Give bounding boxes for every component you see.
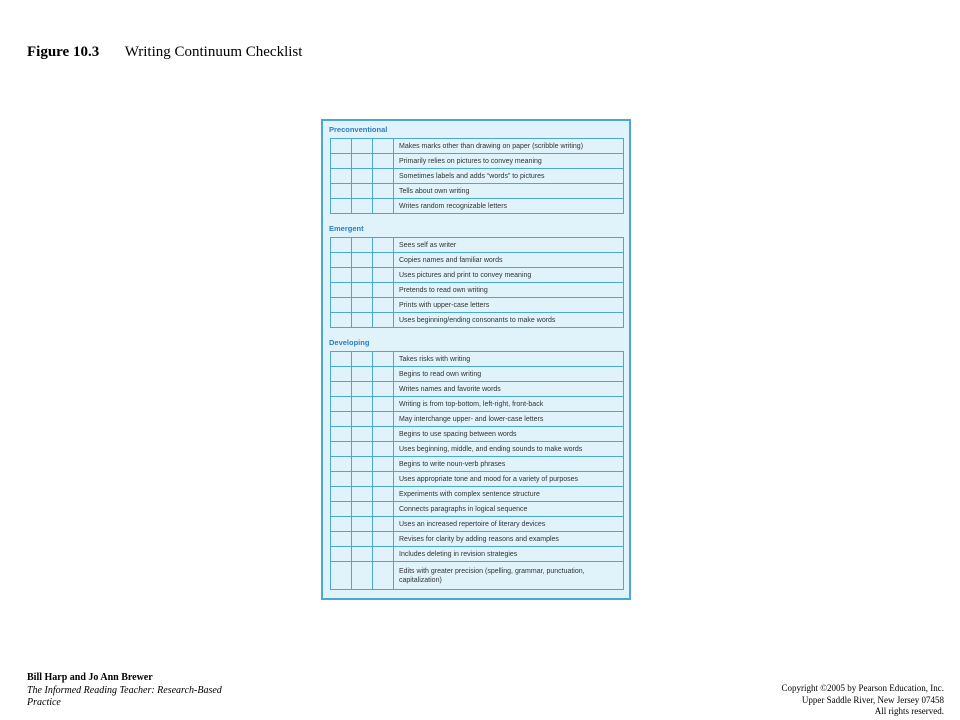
checklist-item: Experiments with complex sentence structure: [394, 487, 624, 502]
copyright-line: Upper Saddle River, New Jersey 07458: [801, 694, 944, 705]
figure-label: Figure 10.3: [27, 44, 100, 60]
checklist-item: Sees self as writer: [394, 238, 624, 253]
checklist-row: [331, 253, 624, 268]
check-box[interactable]: [373, 313, 394, 328]
checklist-item: Writing is from top-bottom, left-right, front-back: [394, 397, 624, 412]
checklist-row: [331, 139, 624, 154]
check-box[interactable]: [331, 139, 352, 154]
check-box[interactable]: [373, 457, 394, 472]
checklist-item: Uses appropriate tone and mood for a variety of purposes: [394, 472, 624, 487]
checklist-sheet: [321, 119, 631, 600]
check-box[interactable]: [331, 184, 352, 199]
figure-title: [27, 44, 302, 61]
check-box[interactable]: [331, 268, 352, 283]
checklist-row: [331, 442, 624, 457]
check-box[interactable]: [352, 268, 373, 283]
check-box[interactable]: [331, 283, 352, 298]
check-box[interactable]: [352, 502, 373, 517]
checklist-item: Writes random recognizable letters: [394, 199, 624, 214]
checklist-item: Begins to use spacing between words: [394, 427, 624, 442]
check-box[interactable]: [373, 268, 394, 283]
section-table-emergent: [330, 237, 624, 328]
check-box[interactable]: [352, 352, 373, 367]
check-box[interactable]: [352, 382, 373, 397]
check-box[interactable]: [352, 532, 373, 547]
copyright-notice: [781, 683, 944, 718]
checklist-row: [331, 457, 624, 472]
check-box[interactable]: [352, 199, 373, 214]
check-box[interactable]: [352, 367, 373, 382]
section-heading-emergent: Emergent: [329, 224, 364, 233]
section-heading-developing: Developing: [329, 338, 370, 347]
checklist-row: [331, 184, 624, 199]
checklist-item: Connects paragraphs in logical sequence: [394, 502, 624, 517]
check-box[interactable]: [373, 562, 394, 590]
checklist-row: [331, 487, 624, 502]
checklist-row: [331, 313, 624, 328]
check-box[interactable]: [352, 427, 373, 442]
checklist-item: Uses pictures and print to convey meaning: [394, 268, 624, 283]
check-box[interactable]: [373, 238, 394, 253]
check-box[interactable]: [331, 442, 352, 457]
checklist-row: [331, 397, 624, 412]
check-box[interactable]: [352, 517, 373, 532]
checklist-row: [331, 367, 624, 382]
check-box[interactable]: [331, 382, 352, 397]
checklist-row: [331, 298, 624, 313]
check-box[interactable]: [331, 532, 352, 547]
checklist-row: [331, 517, 624, 532]
check-box[interactable]: [373, 298, 394, 313]
check-box[interactable]: [373, 184, 394, 199]
checklist-item: Pretends to read own writing: [394, 283, 624, 298]
check-box[interactable]: [373, 532, 394, 547]
check-box[interactable]: [373, 502, 394, 517]
checklist-item: Copies names and familiar words: [394, 253, 624, 268]
checklist-item: Uses beginning/ending consonants to make words: [394, 313, 624, 328]
check-box[interactable]: [352, 487, 373, 502]
checklist-row: [331, 427, 624, 442]
checklist-row: [331, 547, 624, 562]
check-box[interactable]: [352, 472, 373, 487]
check-box[interactable]: [352, 457, 373, 472]
checklist-row: [331, 412, 624, 427]
copyright-line: Copyright ©2005 by Pearson Education, Inc.: [781, 683, 944, 693]
check-box[interactable]: [352, 169, 373, 184]
checklist-item: Begins to read own writing: [394, 367, 624, 382]
check-box[interactable]: [352, 184, 373, 199]
check-box[interactable]: [352, 547, 373, 562]
check-box[interactable]: [331, 487, 352, 502]
checklist-row: [331, 382, 624, 397]
check-box[interactable]: [373, 397, 394, 412]
check-box[interactable]: [331, 427, 352, 442]
checklist-row: [331, 532, 624, 547]
check-box[interactable]: [331, 154, 352, 169]
check-box[interactable]: [352, 298, 373, 313]
section-table-developing: [330, 351, 624, 590]
check-box[interactable]: [331, 517, 352, 532]
check-box[interactable]: [331, 412, 352, 427]
check-box[interactable]: [331, 502, 352, 517]
check-box[interactable]: [331, 367, 352, 382]
copyright-line: All rights reserved.: [874, 706, 944, 716]
checklist-item: Edits with greater precision (spelling, grammar, punctuation, capitalization): [394, 562, 624, 590]
check-box[interactable]: [352, 139, 373, 154]
checklist-item: Primarily relies on pictures to convey meaning: [394, 154, 624, 169]
check-box[interactable]: [331, 547, 352, 562]
check-box[interactable]: [331, 169, 352, 184]
check-box[interactable]: [373, 169, 394, 184]
check-box[interactable]: [331, 253, 352, 268]
checklist-row: [331, 352, 624, 367]
checklist-item: Writes names and favorite words: [394, 382, 624, 397]
check-box[interactable]: [331, 352, 352, 367]
checklist-row: [331, 268, 624, 283]
check-box[interactable]: [331, 472, 352, 487]
check-box[interactable]: [373, 427, 394, 442]
checklist-item: Uses an increased repertoire of literary devices: [394, 517, 624, 532]
check-box[interactable]: [352, 442, 373, 457]
checklist-item: Makes marks other than drawing on paper (scribble writing): [394, 139, 624, 154]
check-box[interactable]: [373, 472, 394, 487]
check-box[interactable]: [331, 238, 352, 253]
checklist-item: Tells about own writing: [394, 184, 624, 199]
check-box[interactable]: [373, 442, 394, 457]
check-box[interactable]: [331, 298, 352, 313]
check-box[interactable]: [373, 517, 394, 532]
checklist-item: May interchange upper- and lower-case letters: [394, 412, 624, 427]
checklist-item: Sometimes labels and adds “words” to pictures: [394, 169, 624, 184]
checklist-row: [331, 169, 624, 184]
check-box[interactable]: [352, 154, 373, 169]
checklist-row: [331, 238, 624, 253]
book-title: The Informed Reading Teacher: Research-Based Practice: [27, 684, 222, 708]
check-box[interactable]: [352, 313, 373, 328]
checklist-row: [331, 283, 624, 298]
check-box[interactable]: [331, 457, 352, 472]
checklist-item: Takes risks with writing: [394, 352, 624, 367]
check-box[interactable]: [352, 253, 373, 268]
check-box[interactable]: [352, 283, 373, 298]
checklist-item: Revises for clarity by adding reasons and examples: [394, 532, 624, 547]
check-box[interactable]: [373, 283, 394, 298]
check-box[interactable]: [373, 139, 394, 154]
checklist-item: Prints with upper-case letters: [394, 298, 624, 313]
check-box[interactable]: [352, 412, 373, 427]
checklist-row: [331, 154, 624, 169]
checklist-item: Uses beginning, middle, and ending sounds to make words: [394, 442, 624, 457]
checklist-item: Includes deleting in revision strategies: [394, 547, 624, 562]
check-box[interactable]: [352, 397, 373, 412]
checklist-row: [331, 502, 624, 517]
check-box[interactable]: [373, 487, 394, 502]
check-box[interactable]: [373, 547, 394, 562]
checklist-row: [331, 562, 624, 590]
check-box[interactable]: [373, 367, 394, 382]
checklist-item: Begins to write noun-verb phrases: [394, 457, 624, 472]
check-box[interactable]: [373, 199, 394, 214]
section-heading-preconventional: Preconventional: [329, 125, 388, 134]
checklist-row: [331, 472, 624, 487]
book-credit: [27, 672, 247, 710]
check-box[interactable]: [331, 313, 352, 328]
authors: Bill Harp and Jo Ann Brewer: [27, 672, 153, 683]
checklist-row: [331, 199, 624, 214]
check-box[interactable]: [373, 253, 394, 268]
check-box[interactable]: [373, 352, 394, 367]
check-box[interactable]: [373, 154, 394, 169]
check-box[interactable]: [352, 238, 373, 253]
section-table-preconventional: [330, 138, 624, 214]
check-box[interactable]: [331, 199, 352, 214]
check-box[interactable]: [352, 562, 373, 590]
check-box[interactable]: [373, 382, 394, 397]
check-box[interactable]: [331, 397, 352, 412]
figure-caption: Writing Continuum Checklist: [124, 44, 303, 60]
check-box[interactable]: [331, 562, 352, 590]
check-box[interactable]: [373, 412, 394, 427]
